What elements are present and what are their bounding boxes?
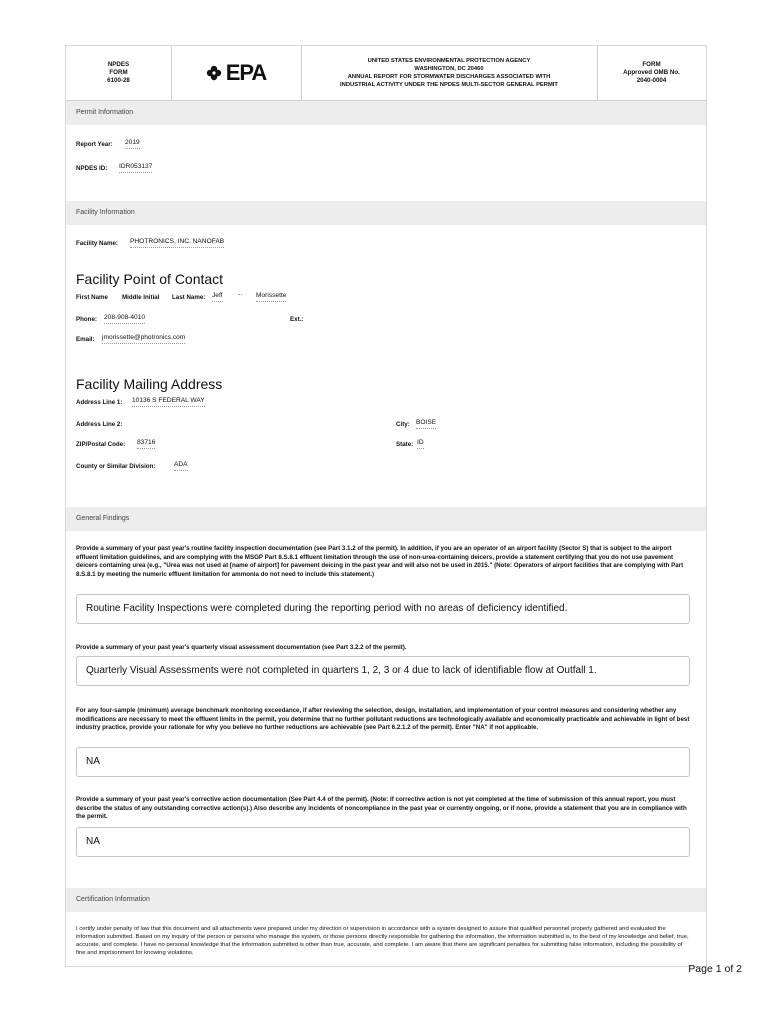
email-label: Email: (76, 336, 95, 343)
form-header (66, 46, 706, 101)
benchmark-question: For any four-sample (minimum) average benchmark monitoring exceedance, if after reviewing the selection, design, installation, and implementation of your control measures and considering whether any modifications are necessary to meet the effluent limits in the permit, you determine that no further pollutant reductions are technologically available and economically practicable and achievable in light of best industry practice, provide your rationale for why you believe no further reductions are achievable (see Part 6.2.1.2 of the permit). Enter "NA" if not applicable. (76, 707, 690, 732)
middle-initial-label: Middle Initial (122, 294, 160, 301)
agency-address: WASHINGTON, DC 20460 (414, 66, 484, 72)
form-page (66, 46, 706, 966)
form-label-npdes: NPDES (107, 61, 130, 68)
last-name-label: Last Name: (172, 294, 206, 301)
visual-assessment-field[interactable]: Quarterly Visual Assessments were not completed in quarters 1, 2, 3 or 4 due to lack of identifiable flow at Outfall 1. (76, 656, 690, 686)
form-label-form: FORM (109, 69, 128, 76)
certification-statement: I certify under penalty of law that this document and all attachments were prepared under my direction or supervision in accordance with a system designed to assure that qualified personnel properly gathered and evaluated the information submitted. Based on my inquiry of the person or persons who manage the system, or those persons directly responsible for gathering the information, the information submitted is, to the best of my knowledge and belief, true, accurate, and complete. I have no personal knowledge that the information submitted is other than true, accurate, and complete. I am aware that there are significant penalties for submitting false information, including the possibility of fine and imprisonment for knowing violations. (76, 926, 689, 956)
omb-approved-label: Approved OMB No. (623, 69, 680, 76)
report-year-label: Report Year: (76, 141, 113, 148)
middle-initial-field[interactable] (238, 292, 242, 295)
facility-name-field[interactable]: PHOTRONICS, INC. NANOFAB (130, 238, 224, 248)
first-name-label: First Name (76, 294, 108, 301)
address-line-1-label: Address Line 1: (76, 399, 123, 406)
mailing-address-heading: Facility Mailing Address (76, 376, 223, 392)
zip-field[interactable]: 83716 (137, 439, 155, 449)
city-field[interactable]: BOISE (416, 419, 436, 429)
report-title-line-1: ANNUAL REPORT FOR STORMWATER DISCHARGES ASSOCIATED WITH (347, 74, 551, 80)
report-title-line-2: INDUSTRIAL ACTIVITY UNDER THE NPDES MULTI-SECTOR GENERAL PERMIT (340, 82, 558, 88)
logo-cell (171, 46, 302, 100)
inspection-summary-field[interactable]: Routine Facility Inspections were completed during the reporting period with no areas of deficiency identified. (76, 594, 690, 624)
npdes-id-field[interactable]: IDR053137 (119, 163, 152, 173)
county-field[interactable]: ADA (174, 461, 188, 471)
first-name-field[interactable]: Jeff (212, 292, 223, 302)
phone-field[interactable]: 208-908-4010 (104, 314, 145, 324)
email-field[interactable]: jmorissette@photronics.com (102, 334, 185, 344)
report-year-field[interactable]: 2019 (125, 139, 140, 149)
benchmark-rationale-field[interactable]: NA (76, 747, 690, 777)
corrective-action-field[interactable]: NA (76, 827, 690, 857)
state-label: State: (396, 441, 414, 448)
corrective-action-question: Provide a summary of your past year's corrective action documentation (See Part 4.4 of the permit). (Note: If corrective action is not yet completed at the time of submission of this annual report, you must describe the status of any outstanding corrective action(s).) Also describe any incidents of noncompliance in the past year or currently ongoing, or if none, provide a statement that you are in compliance with the permit. (76, 796, 687, 821)
general-findings-bar: General Findings (66, 507, 706, 531)
zip-label: ZIP/Postal Code: (76, 441, 126, 448)
point-of-contact-heading: Facility Point of Contact (76, 271, 224, 287)
phone-label: Phone: (76, 316, 97, 323)
agency-cell (301, 46, 598, 100)
county-label: County or Similar Division: (76, 463, 156, 470)
omb-form-label: FORM (642, 61, 661, 68)
inspection-question: Provide a summary of your past year's routine facility inspection documentation (see Part 3.1.2 of the permit). In addition, if you are an operator of an airport facility (Sector S) that is subject to the airport effluent limitation guidelines, and are complying with the MSGP Part 8.S.8.1 effluent limitation through the use of non-urea-containing deicers, provide a statement certifying that you do not use pavement deicers containing urea (e.g., "Urea was not used at [name of airport] for pavement deicing in the past year and will also not be used in 2015." (Note: Operators of airport facilities that are complying with Part 8.S.8.1 by meeting the numeric effluent limitation for ammonia do not need to include this statement.) (76, 545, 684, 578)
address-line-2-label: Address Line 2: (76, 421, 123, 428)
city-label: City: (396, 421, 410, 428)
epa-logo-text: EPA (225, 60, 267, 85)
omb-number: 2040-0004 (636, 77, 667, 84)
facility-information-bar: Facility Information (66, 201, 706, 225)
omb-cell (597, 46, 706, 100)
form-label-number: 6100-28 (107, 77, 130, 84)
extension-label: Ext.: (290, 316, 304, 323)
page-number: Page 1 of 2 (688, 963, 742, 975)
last-name-field[interactable]: Morissette (256, 292, 286, 302)
epa-flower-icon (206, 64, 222, 82)
agency-name: UNITED STATES ENVIRONMENTAL PROTECTION AGENCY (367, 58, 531, 64)
npdes-id-label: NPDES ID: (76, 165, 108, 172)
epa-logo (206, 60, 267, 85)
facility-name-label: Facility Name: (76, 240, 118, 247)
state-field[interactable]: ID (417, 439, 424, 449)
visual-assessment-question: Provide a summary of your past year's quarterly visual assessment documentation (see Part 3.2.2 of the permit). (76, 644, 407, 651)
address-line-1-field[interactable]: 10136 S FEDERAL WAY (132, 397, 205, 407)
certification-bar: Certification Information (66, 888, 706, 912)
form-number-cell (66, 46, 172, 100)
permit-information-bar: Permit Information (66, 101, 706, 125)
